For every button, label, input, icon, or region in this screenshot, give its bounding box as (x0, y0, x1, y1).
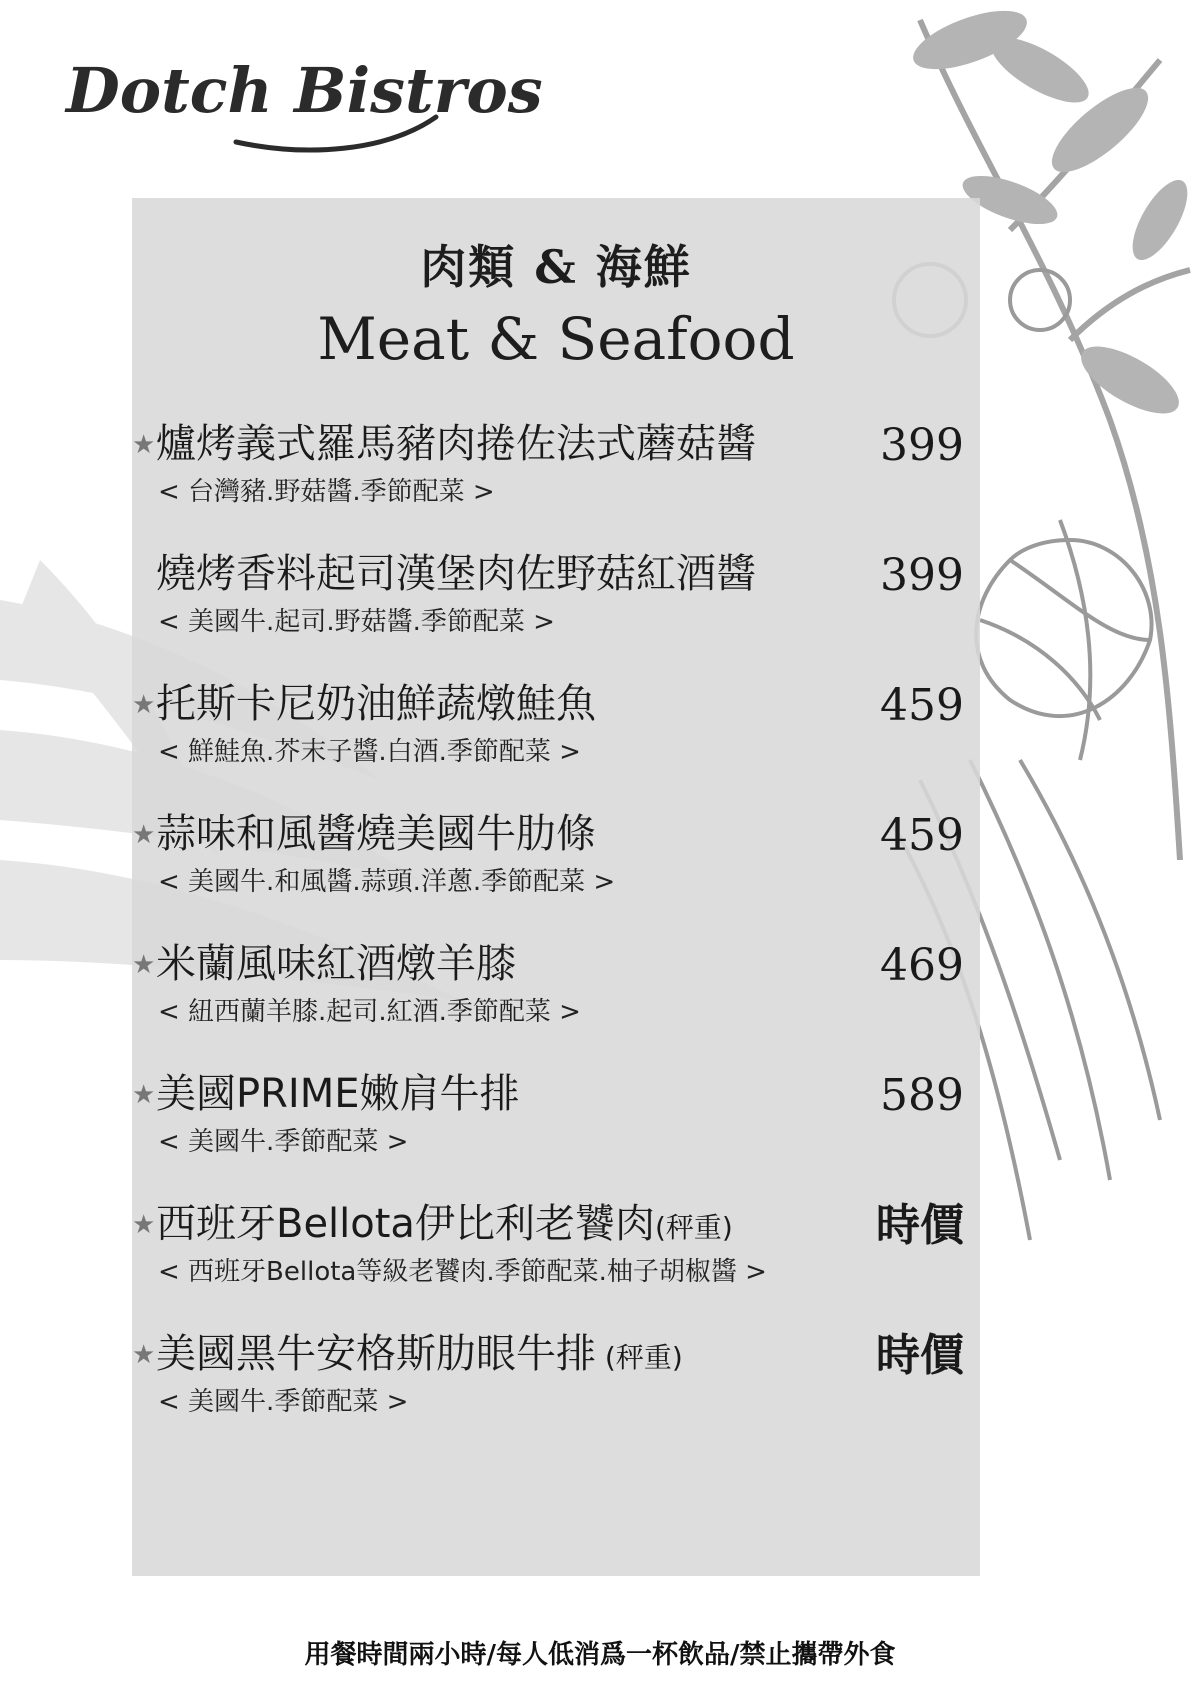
menu-item-name (156, 1066, 520, 1122)
menu-item-price: 時價 (876, 1330, 964, 1381)
menu-item-description: < 美國牛.起司.野菇醬.季節配菜 > (158, 607, 555, 637)
menu-item-description: < 美國牛.季節配菜 > (158, 1127, 409, 1157)
menu-item-title: 米蘭風味紅酒燉羊膝 (156, 941, 516, 987)
menu-item-title: 蒜味和風醬燒美國牛肋條 (156, 811, 596, 857)
menu-heading (132, 236, 980, 378)
menu-item-description: < 鮮鮭魚.芥末子醬.白酒.季節配菜 > (158, 737, 581, 767)
menu-item (132, 546, 980, 676)
menu-panel (132, 198, 980, 1576)
menu-item-price: 時價 (876, 1200, 964, 1251)
menu-item (132, 416, 980, 546)
menu-item-description: < 美國牛.季節配菜 > (158, 1387, 409, 1417)
menu-item-name (156, 806, 596, 862)
menu-title-zh: 肉類 & 海鮮 (420, 240, 692, 294)
star-icon: ★ (132, 430, 156, 460)
menu-item-description: < 西班牙Bellota等級老饕肉.季節配菜.柚子胡椒醬 > (158, 1257, 767, 1287)
menu-item-title: 爐烤義式羅馬豬肉捲佐法式蘑菇醬 (156, 421, 756, 467)
menu-item-note: (秤重) (654, 1211, 733, 1244)
star-icon: ★ (132, 690, 156, 720)
star-icon: ★ (132, 950, 156, 980)
logo-text: Dotch Bistros (66, 54, 543, 127)
menu-item-description: < 台灣豬.野菇醬.季節配菜 > (158, 477, 495, 507)
menu-item (132, 1196, 980, 1326)
menu-item-name (156, 1196, 733, 1256)
menu-item-title: 西班牙Bellota伊比利老饕肉 (156, 1201, 655, 1247)
menu-item-title: 美國黑牛安格斯肋眼牛排 (156, 1331, 596, 1377)
menu-item-price: 459 (880, 810, 964, 861)
footer-notice: 用餐時間兩小時/每人低消爲一杯飲品/禁止攜帶外食 (304, 1640, 896, 1670)
menu-item-price: 399 (880, 550, 964, 601)
menu-item-name (156, 936, 516, 992)
menu-item (132, 1326, 980, 1456)
menu-item-description: < 紐西蘭羊膝.起司.紅酒.季節配菜 > (158, 997, 581, 1027)
brand-logo (66, 42, 543, 162)
menu-item (132, 936, 980, 1066)
star-icon: ★ (132, 1210, 156, 1240)
menu-item-note: (秤重) (596, 1341, 683, 1374)
menu-list (132, 416, 980, 1456)
star-icon: ★ (132, 1340, 156, 1370)
menu-item-price: 459 (880, 680, 964, 731)
menu-item (132, 1066, 980, 1196)
menu-item-title: 托斯卡尼奶油鮮蔬燉鮭魚 (156, 681, 596, 727)
menu-item-title: 燒烤香料起司漢堡肉佐野菇紅酒醬 (156, 551, 756, 597)
star-icon: ★ (132, 1080, 156, 1110)
menu-item-price: 589 (880, 1070, 964, 1121)
menu-item-price: 399 (880, 420, 964, 471)
menu-title-en: Meat & Seafood (317, 305, 795, 373)
menu-item-name (156, 676, 596, 732)
menu-item-description: < 美國牛.和風醬.蒜頭.洋蔥.季節配菜 > (158, 867, 616, 897)
menu-item (132, 676, 980, 806)
menu-item-name (156, 416, 756, 472)
star-icon: ★ (132, 820, 156, 850)
menu-item (132, 806, 980, 936)
menu-item-price: 469 (880, 940, 964, 991)
menu-item-name (156, 1326, 683, 1386)
menu-item-title: 美國PRIME嫩肩牛排 (156, 1071, 520, 1117)
menu-item-name (156, 546, 756, 602)
